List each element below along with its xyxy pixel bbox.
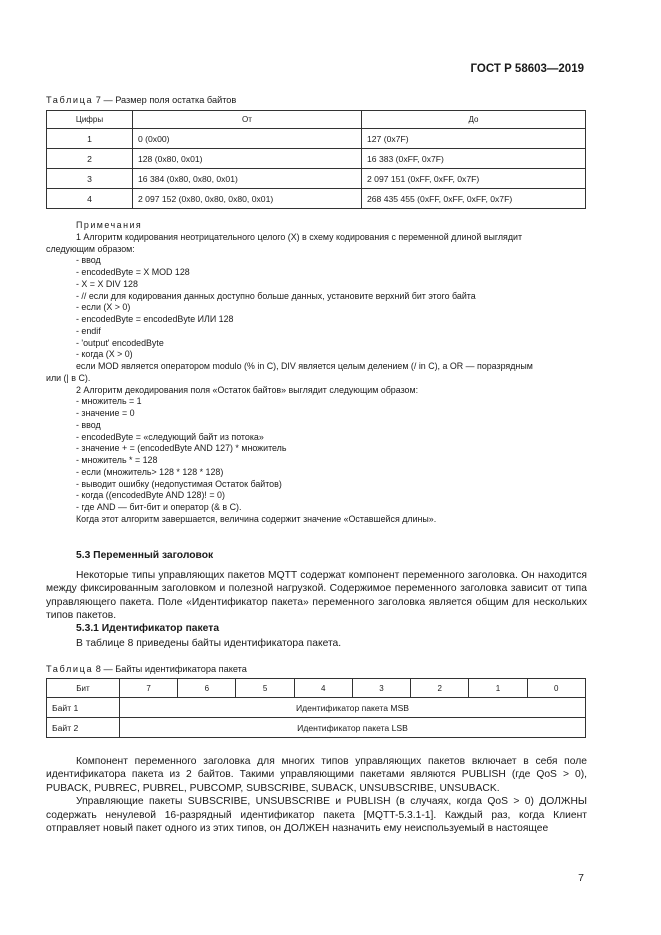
table8-caption-text: 8 — Байты идентификатора пакета	[95, 664, 247, 674]
table-row	[47, 698, 586, 718]
table8-header-2: 2	[411, 679, 469, 698]
table7-header-from: От	[133, 111, 362, 129]
table8-header-bit: Бит	[47, 679, 120, 698]
note1-line: - endif	[76, 325, 101, 336]
section-5-3-body	[46, 569, 587, 623]
table8-header-1: 1	[469, 679, 527, 698]
notes-block	[46, 220, 586, 526]
note2-line: - множитель * = 128	[76, 455, 158, 465]
note2-line: - множитель = 1	[76, 396, 142, 407]
table-row	[47, 169, 586, 189]
table7-header-to: До	[362, 111, 586, 129]
table8-header-6: 6	[178, 679, 236, 698]
section-5-3-1-paragraph: В таблице 8 приведены байты идентификатора пакета.	[76, 638, 342, 649]
note1-line: - 'output' encodedByte	[76, 337, 164, 348]
note1-intro: 1 Алгоритм кодирования неотрицательного целого (X) в схему кодирования с переменной длиной выглядит	[76, 231, 523, 242]
note1-tail-cont: или (| в C).	[46, 372, 91, 383]
note1-line: - encodedByte = encodedByte ИЛИ 128	[76, 314, 234, 324]
note2-tail: Когда этот алгоритм завершается, величина содержит значение «Оставшейся длины».	[76, 513, 437, 524]
table-row	[47, 149, 586, 169]
note1-line: - // если для кодирования данных доступно больше данных, установите верхний бит этого байта	[76, 290, 476, 301]
note2-intro: 2 Алгоритм декодирования поля «Остаток байтов» выглядит следующим образом:	[76, 384, 419, 395]
page-number: 7	[578, 872, 584, 884]
note1-line: - когда (X > 0)	[76, 349, 133, 360]
section-5-3-paragraph: Некоторые типы управляющих пакетов MQTT содержат компонент переменного заголовка. Он находится между фиксированным заголовком и полезной нагрузкой. Содержимое переменного заголовка зависит от типа управляющего пакета. Поле «Идентификатор пакета» переменного заголовка является общим для нескольких типов пакетов.	[46, 570, 587, 622]
table7-caption	[46, 95, 236, 105]
table-row	[47, 718, 586, 738]
table-cell: 128 (0x80, 0x01)	[133, 149, 362, 169]
table-cell: 16 383 (0xFF, 0x7F)	[362, 149, 586, 169]
table-cell: 2 097 152 (0x80, 0x80, 0x80, 0x01)	[133, 189, 362, 209]
note1-intro-cont: следующим образом:	[46, 243, 135, 254]
note1-line: - X = X DIV 128	[76, 278, 138, 289]
table-cell: 2	[47, 149, 133, 169]
table8-header-5: 5	[236, 679, 294, 698]
note2-line: - выводит ошибку (недопустимая Остаток байтов)	[76, 478, 282, 489]
table8-caption	[46, 664, 247, 674]
note2-line: - значение + = (encodedByte AND 127) * множитель	[76, 443, 287, 454]
table-row	[47, 189, 586, 209]
standard-id: ГОСТ Р 58603—2019	[470, 63, 584, 75]
table-cell: 16 384 (0x80, 0x80, 0x01)	[133, 169, 362, 189]
table-cell: Байт 1	[47, 698, 120, 718]
section-5-3-1-body	[46, 637, 587, 650]
table-cell: 1	[47, 129, 133, 149]
note1-line: - ввод	[76, 255, 101, 266]
table-cell: 0 (0x00)	[133, 129, 362, 149]
table-cell: Идентификатор пакета MSB	[120, 698, 586, 718]
table8-header-3: 3	[352, 679, 410, 698]
table-cell: 3	[47, 169, 133, 189]
closing-paragraph-1: Компонент переменного заголовка для многих типов управляющих пакетов включает в себя поле идентификатора пакета из 2 байтов. Такими управляющими пакетами являются PUBLISH (где QoS > 0), PUBACK, PUBREC, PUBREL, PUBCOMP, SUBSCRIBE, SUBACK, UNSUBSCRIBE, UNSUBACK.	[46, 756, 587, 794]
table-cell: 127 (0x7F)	[362, 129, 586, 149]
table7	[46, 110, 586, 209]
table8	[46, 678, 586, 738]
closing-paragraph-2: Управляющие пакеты SUBSCRIBE, UNSUBSCRIBE и PUBLISH (в случаях, когда QoS > 0) ДОЛЖНЫ содержать ненулевой 16-разрядный идентификатор пакета [MQTT-5.3.1-1]. Каждый раз, когда Клиент отправляет новый пакет одного из этих типов, он ДОЛЖЕН назначить ему неиспользуемый в настоящее	[46, 796, 587, 835]
table-row	[47, 129, 586, 149]
table8-header-0: 0	[527, 679, 585, 698]
note2-line: - если (множитель> 128 * 128 * 128)	[76, 466, 224, 477]
note2-line: - encodedByte = «следующий байт из потока»	[76, 431, 264, 442]
table7-caption-word: Таблица	[46, 95, 94, 105]
notes-title: Примечания	[76, 220, 143, 230]
section-5-3-1-heading: 5.3.1 Идентификатор пакета	[76, 623, 220, 634]
table8-header-7: 7	[120, 679, 178, 698]
table-cell: Идентификатор пакета LSB	[120, 718, 586, 738]
table8-header-4: 4	[294, 679, 352, 698]
note2-line: - значение = 0	[76, 408, 135, 418]
note2-line: - когда ((encodedByte AND 128)! = 0)	[76, 490, 225, 501]
section-5-3-heading: 5.3 Переменный заголовок	[76, 550, 214, 561]
table-cell: 2 097 151 (0xFF, 0xFF, 0x7F)	[362, 169, 586, 189]
table7-caption-text: 7 — Размер поля остатка байтов	[95, 95, 237, 105]
table-cell: Байт 2	[47, 718, 120, 738]
closing-text	[46, 755, 587, 835]
table8-caption-word: Таблица	[46, 664, 94, 674]
table8-header-row	[47, 679, 586, 698]
note1-line: - если (X > 0)	[76, 302, 131, 313]
note1-tail: если MOD является оператором modulo (% in C), DIV является целым делением (/ in C), а OR — поразрядным	[76, 361, 533, 371]
table7-header-digits: Цифры	[47, 111, 133, 129]
table-cell: 268 435 455 (0xFF, 0xFF, 0xFF, 0x7F)	[362, 189, 586, 209]
table-cell: 4	[47, 189, 133, 209]
note2-line: - ввод	[76, 419, 101, 430]
note1-line: - encodedByte = X MOD 128	[76, 267, 190, 277]
note2-line: - где AND — бит-бит и оператор (& в C).	[76, 502, 242, 512]
table7-header-row	[47, 111, 586, 129]
